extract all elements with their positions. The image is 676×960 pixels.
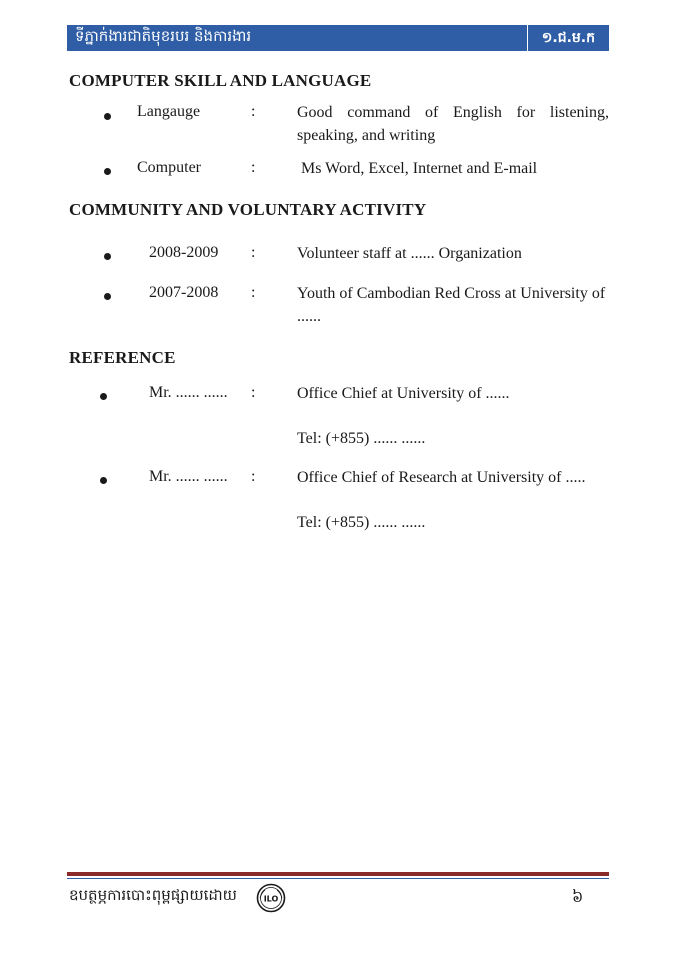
header-title: ទីភ្នាក់ងារជាតិមុខរបរ និងការងារ [75,27,252,45]
activity-value-2008: Volunteer staff at ...... Organization [297,245,522,262]
page-header-bar [67,25,609,51]
colon-separator: : [251,244,256,261]
footer-sponsor-text: ឧបត្ថម្ភការបោះពុម្ពផ្សាយដោយ [69,886,237,904]
footer-rule-thick [67,872,609,876]
reference-position-2: Office Chief of Research at University of ..... [297,469,586,486]
bullet-icon [104,168,111,175]
section-heading-computer-skill: COMPUTER SKILL AND LANGUAGE [69,71,372,90]
bullet-icon [104,113,111,120]
colon-separator: : [251,284,256,301]
skill-value-computer: Ms Word, Excel, Internet and E-mail [301,160,538,177]
reference-tel-1: Tel: (+855) ...... ...... [297,430,426,447]
colon-separator: : [251,103,256,120]
activity-value-2007: Youth of Cambodian Red Cross at University of ...... [297,285,606,325]
colon-separator: : [251,468,256,485]
reference-name-2: Mr. ...... ...... [149,468,228,485]
reference-tel-2: Tel: (+855) ...... ...... [297,514,426,531]
skill-label-computer: Computer [137,159,201,176]
reference-position-1: Office Chief at University of ...... [297,385,510,402]
bullet-icon [100,477,107,484]
skill-label-language: Langauge [137,103,201,120]
ilo-logo-text: ILO [263,894,279,904]
bullet-icon [104,293,111,300]
footer-rule-thin [67,878,609,879]
page-number: ៦ [572,887,584,906]
colon-separator: : [251,384,256,401]
bullet-icon [104,253,111,260]
section-heading-reference: REFERENCE [69,348,176,367]
ilo-logo-icon [256,883,286,913]
activity-label-2007: 2007-2008 [149,284,219,301]
activity-label-2008: 2008-2009 [149,244,219,261]
bullet-icon [100,393,107,400]
colon-separator: : [251,159,256,176]
header-code: ១.ជ.ម.ក [527,25,603,51]
skill-value-language: Good command of English for listening, speaking, and writing [297,104,609,144]
reference-name-1: Mr. ...... ...... [149,384,228,401]
section-heading-community: COMMUNITY AND VOLUNTARY ACTIVITY [69,200,427,219]
